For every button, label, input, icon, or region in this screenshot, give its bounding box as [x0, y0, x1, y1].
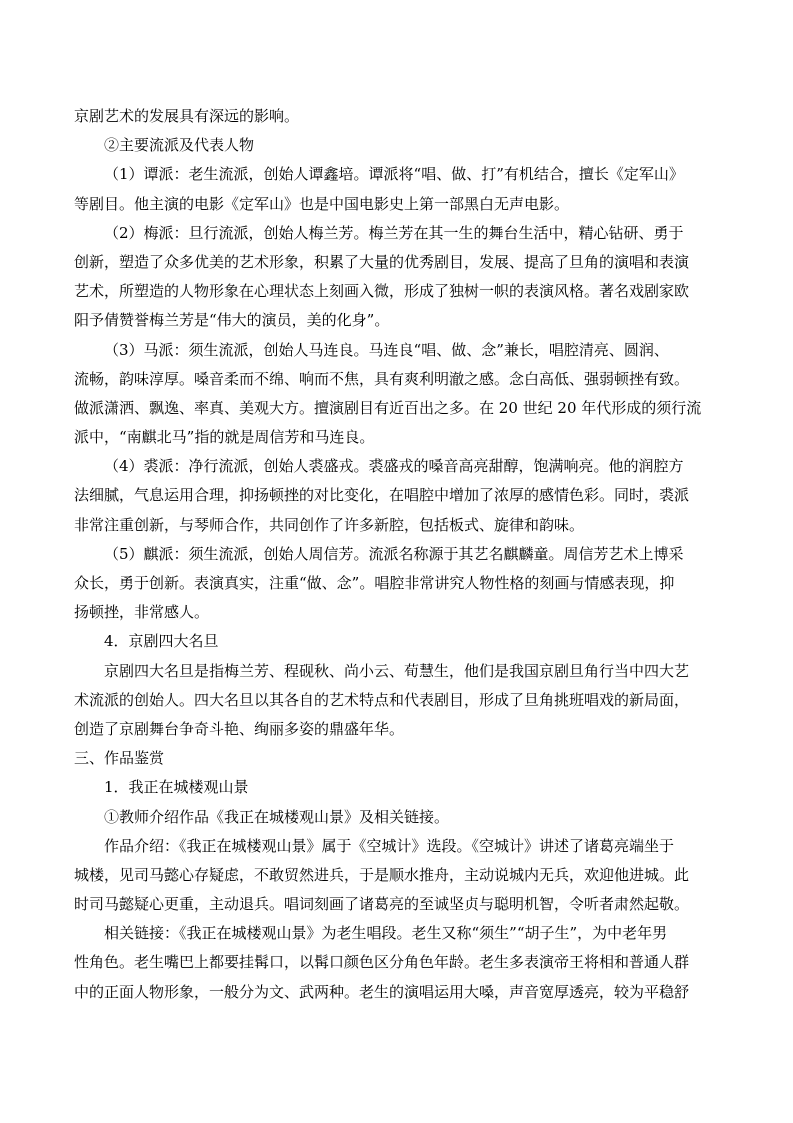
paragraph: [74, 744, 724, 773]
text-line: （4）裘派：净行流派，创始人裘盛戎。裘盛戎的嗓音高亮甜醇，饱满响亮。他的润腔方: [104, 457, 684, 476]
text-line: 时司马懿疑心更重，主动退兵。唱词刻画了诸葛亮的至诚坚贞与聪明机智，令听者肃然起敬。: [74, 895, 690, 914]
text-line: （5）麒派：须生流派，创始人周信芳。流派名称源于其艺名麒麟童。周信芳艺术上博采: [104, 544, 684, 563]
text-line: ②主要流派及代表人物: [104, 136, 255, 155]
paragraph: [74, 452, 724, 540]
text-line: 创新，塑造了众多优美的艺术形象，积累了大量的优秀剧目，发展、提高了旦角的演唱和表演: [74, 252, 690, 271]
text-line: （2）梅派：旦行流派，创始人梅兰芳。梅兰芳在其一生的舞台生活中，精心钻研、勇于: [104, 223, 684, 242]
document-body: [74, 102, 724, 1007]
text-line: 城楼，见司马懿心存疑虑，不敢贸然进兵，于是顺水推舟，主动说城内无兵，欢迎他进城。此: [74, 865, 690, 884]
text-line: 众长，勇于创新。表演真实，注重“做、念”。唱腔非常讲究人物性格的刻画与情感表现，抑: [74, 574, 675, 592]
text-line: 相关链接：《我正在城楼观山景》为老生唱段。老生又称“须生”“胡子生”，为中老年男: [104, 924, 668, 943]
text-line: 扬顿挫，非常感人。: [74, 603, 210, 622]
text-line: 京剧艺术的发展具有深远的影响。: [74, 107, 300, 125]
text-line: 流畅，韵味淳厚。嗓音柔而不绵、响而不焦，具有爽利明澈之感。念白高低、强弱顿挫有致。: [74, 369, 690, 388]
text-line: 京剧四大名旦是指梅兰芳、程砚秋、尚小云、荀慧生，他们是我国京剧旦角行当中四大艺: [104, 661, 690, 680]
text-line: 阳予倩赞誉梅兰芳是“伟大的演员，美的化身”。: [74, 311, 390, 330]
paragraph: [74, 219, 724, 336]
paragraph: [74, 102, 724, 131]
text-line: 等剧目。他主演的电影《定军山》也是中国电影史上第一部黑白无声电影。: [74, 194, 570, 213]
paragraph: [74, 131, 724, 160]
text-line: 派中，“南麒北马”指的就是周信芳和马连良。: [74, 428, 375, 447]
text-line: （1）谭派：老生流派，创始人谭鑫培。谭派将“唱、做、打”有机结合，擅长《定军山》: [104, 165, 684, 184]
text-line: 作品介绍：《我正在城楼观山景》属于《空城计》选段。《空城计》讲述了诸葛亮端坐于: [104, 836, 675, 855]
paragraph: [74, 832, 724, 920]
paragraph: [74, 336, 724, 453]
text-line: 中的正面人物形象，一般分为文、武两种。老生的演唱运用大嗓，声音宽厚透亮，较为平稳舒: [74, 982, 690, 1001]
text-line: 艺术，所塑造的人物形象在心理状态上刻画入微，形成了独树一帜的表演风格。著名戏剧家欧: [74, 282, 690, 301]
text-line: 做派潇洒、飘逸、率真、美观大方。擅演剧目有近百出之多。在 20 世纪 20 年代形成的须行流: [74, 398, 702, 417]
text-line: ①教师介绍作品《我正在城楼观山景》及相关链接。: [104, 807, 450, 826]
text-line: 性角色。老生嘴巴上都要挂髯口，以髯口颜色区分角色年龄。老生多表演帝王将相和普通人群: [74, 953, 690, 972]
text-line: 法细腻，气息运用合理，抑扬顿挫的对比变化，在唱腔中增加了浓厚的感情色彩。同时，裘派: [74, 486, 690, 505]
paragraph: [74, 919, 724, 1007]
paragraph: [74, 773, 724, 802]
text-line: 创造了京剧舞台争奇斗艳、绚丽多姿的鼎盛年华。: [74, 719, 405, 738]
text-line: 1．我正在城楼观山景: [104, 778, 249, 797]
text-line: 术流派的创始人。四大名旦以其各自的艺术特点和代表剧目，形成了旦角挑班唱戏的新局面，: [74, 690, 690, 709]
paragraph: [74, 627, 724, 656]
paragraph: [74, 657, 724, 745]
text-line: 三、作品鉴赏: [74, 749, 165, 768]
text-line: 4．京剧四大名旦: [104, 632, 219, 651]
paragraph: [74, 803, 724, 832]
text-line: （3）马派：须生流派，创始人马连良。马连良“唱、做、念”兼长，唱腔清亮、圆润、: [104, 340, 669, 359]
paragraph: [74, 540, 724, 628]
paragraph: [74, 160, 724, 218]
text-line: 非常注重创新，与琴师合作，共同创作了许多新腔，包括板式、旋律和韵味。: [74, 515, 585, 534]
